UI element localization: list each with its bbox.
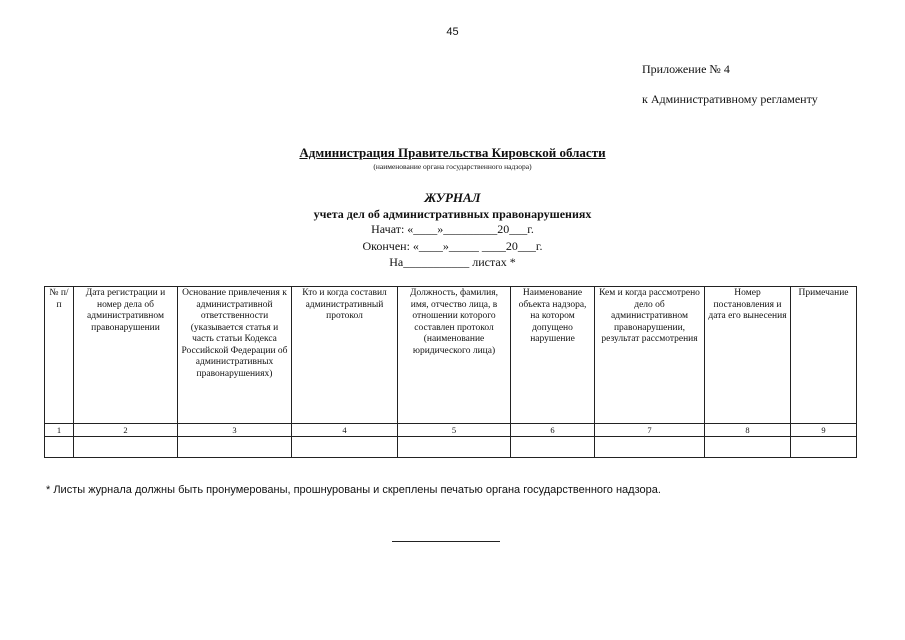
empty-entry-row (45, 437, 857, 458)
column-number-row (45, 424, 857, 437)
header-cell: Основание привлечения к административной ответственности (указывается статья и часть статьи Кодекса Российской Федерации об административных правонарушениях) (178, 287, 292, 424)
column-number: 6 (511, 424, 595, 437)
empty-cell (45, 437, 74, 458)
table-header-row (45, 287, 857, 424)
column-number: 4 (292, 424, 398, 437)
column-number: 8 (705, 424, 791, 437)
closing-line (392, 541, 500, 542)
journal-ended: Окончен: «____»_____ ____20___г. (362, 239, 543, 253)
header-cell: Должность, фамилия, имя, отчество лица, в отношении которого составлен протокол (наименование юридического лица) (398, 287, 511, 424)
empty-cell (74, 437, 178, 458)
organization-caption: (наименование органа государственного надзора) (373, 162, 532, 171)
appendix-number: Приложение № 4 (642, 62, 730, 76)
appendix-reference: к Административному регламенту (642, 92, 818, 106)
empty-cell (292, 437, 398, 458)
footnote: * Листы журнала должны быть пронумерованы, прошнурованы и скреплены печатью органа государственного надзора. (46, 484, 661, 496)
header-cell: Номер постановления и дата его вынесения (705, 287, 791, 424)
column-number: 3 (178, 424, 292, 437)
header-cell: Кто и когда составил административный протокол (292, 287, 398, 424)
empty-cell (178, 437, 292, 458)
column-number: 5 (398, 424, 511, 437)
header-cell: № п/п (45, 287, 74, 424)
page-number: 45 (446, 26, 459, 38)
column-number: 9 (791, 424, 857, 437)
column-number: 1 (45, 424, 74, 437)
header-cell: Кем и когда рассмотрено дело об административном правонарушении, результат рассмотрения (595, 287, 705, 424)
empty-cell (398, 437, 511, 458)
column-number: 2 (74, 424, 178, 437)
empty-cell (705, 437, 791, 458)
header-cell: Дата регистрации и номер дела об административном правонарушении (74, 287, 178, 424)
column-number: 7 (595, 424, 705, 437)
empty-cell (511, 437, 595, 458)
empty-cell (595, 437, 705, 458)
journal-title: ЖУРНАЛ (424, 190, 481, 205)
empty-cell (791, 437, 857, 458)
organization-name: Администрация Правительства Кировской области (299, 145, 606, 160)
journal-table (44, 286, 857, 458)
journal-sheets: На___________ листах * (389, 255, 516, 269)
header-cell: Примечание (791, 287, 857, 424)
journal-started: Начат: «____»_________20___г. (371, 222, 534, 236)
journal-subtitle: учета дел об административных правонарушениях (313, 207, 592, 221)
header-cell: Наименование объекта надзора, на котором допущено нарушение (511, 287, 595, 424)
